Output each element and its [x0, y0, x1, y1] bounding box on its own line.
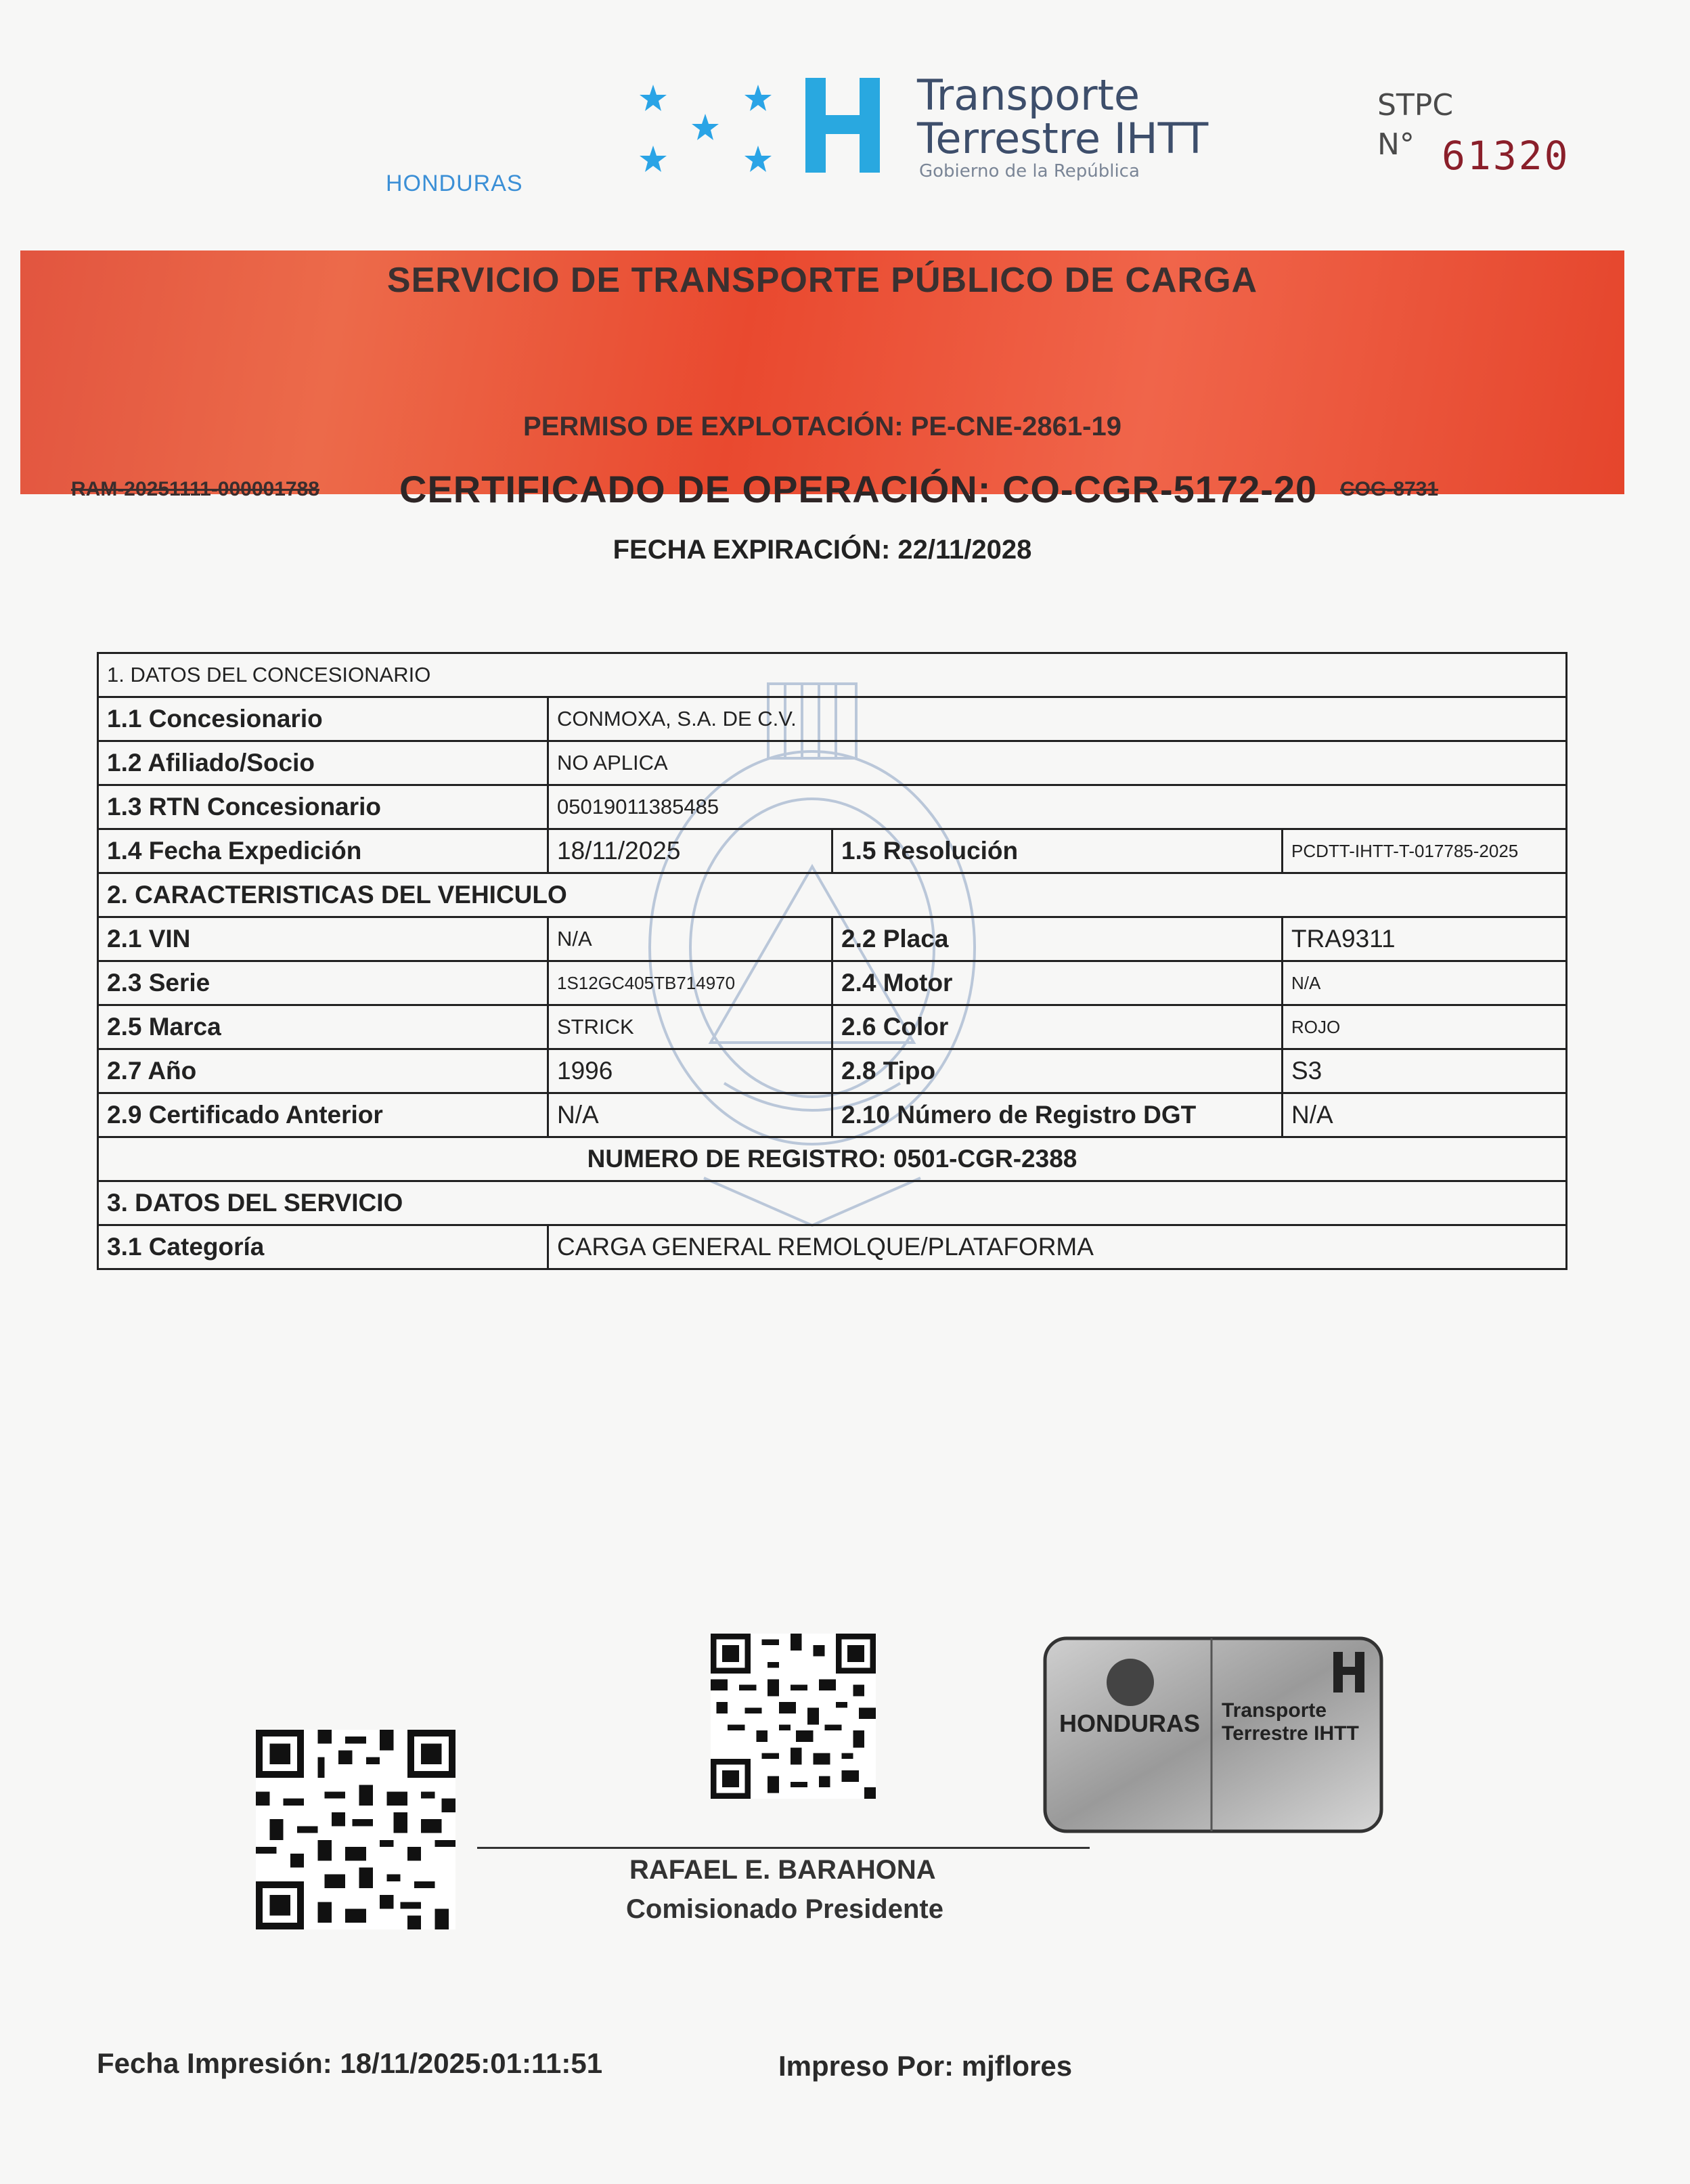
hologram-right-text: Transporte Terrestre IHTT [1222, 1699, 1359, 1745]
table-row [98, 1005, 1567, 1049]
hologram-left-text: HONDURAS [1059, 1709, 1201, 1737]
serie-label: 2.3 Serie [98, 961, 548, 1005]
registro-dgt-label: 2.10 Número de Registro DGT [832, 1093, 1283, 1137]
stpc-label: STPC [1377, 88, 1454, 123]
resolucion-label: 1.5 Resolución [832, 829, 1283, 873]
certificado-anterior-label: 2.9 Certificado Anterior [98, 1093, 548, 1137]
signatory-title: Comisionado Presidente [626, 1894, 943, 1924]
ram-code: RAM-20251111-000001788 [71, 478, 319, 500]
stars-icon [629, 74, 785, 183]
placa-label: 2.2 Placa [832, 917, 1283, 961]
table-row [98, 829, 1567, 873]
marca-label: 2.5 Marca [98, 1005, 548, 1049]
concesionario-label: 1.1 Concesionario [98, 697, 548, 741]
table-row [98, 785, 1567, 829]
brand-line-3: Gobierno de la República [919, 161, 1140, 181]
cog-code: COG-8731 [1340, 478, 1439, 500]
afiliado-label: 1.2 Afiliado/Socio [98, 741, 548, 785]
serial-number: 61320 [1442, 133, 1570, 179]
signatory-name: RAFAEL E. BARAHONA [629, 1855, 936, 1885]
brand-line-1: Transporte [917, 70, 1140, 120]
section-1-header: 1. DATOS DEL CONCESIONARIO [98, 653, 1567, 697]
ihtt-h-logo-icon [805, 78, 880, 173]
numero-registro: NUMERO DE REGISTRO: 0501-CGR-2388 [98, 1137, 1567, 1181]
afiliado-value: NO APLICA [548, 741, 1567, 785]
vin-label: 2.1 VIN [98, 917, 548, 961]
certificado-operacion: CERTIFICADO DE OPERACIÓN: CO-CGR-5172-20 [399, 468, 1318, 510]
table-row [98, 917, 1567, 961]
anio-value: 1996 [548, 1049, 832, 1093]
table-row [98, 873, 1567, 917]
signature-line [477, 1847, 1090, 1849]
section-2-header: 2. CARACTERISTICAS DEL VEHICULO [98, 873, 1567, 917]
color-value: ROJO [1283, 1005, 1567, 1049]
hologram-sticker [1042, 1625, 1384, 1835]
number-label: N° [1377, 127, 1415, 162]
table-row [98, 1181, 1567, 1225]
impreso-por: Impreso Por: mjflores [778, 2050, 1073, 2082]
motor-label: 2.4 Motor [832, 961, 1283, 1005]
fecha-expedicion-value: 18/11/2025 [548, 829, 832, 873]
data-table [97, 652, 1567, 1270]
fecha-expiracion: FECHA EXPIRACIÓN: 22/11/2028 [613, 535, 1032, 565]
tipo-value: S3 [1283, 1049, 1567, 1093]
band-title: SERVICIO DE TRANSPORTE PÚBLICO DE CARGA [386, 261, 1258, 300]
table-row [98, 1093, 1567, 1137]
table-row [98, 697, 1567, 741]
categoria-label: 3.1 Categoría [98, 1225, 548, 1269]
placa-value: TRA9311 [1283, 917, 1567, 961]
permiso-explotacion: PERMISO DE EXPLOTACIÓN: PE-CNE-2861-19 [523, 412, 1121, 441]
serie-value: 1S12GC405TB714970 [548, 961, 832, 1005]
table-row [98, 741, 1567, 785]
table-row [98, 1137, 1567, 1181]
honduras-label: HONDURAS [386, 171, 523, 196]
certificado-anterior-value: N/A [548, 1093, 832, 1137]
rtn-value: 05019011385485 [548, 785, 1567, 829]
brand-line-2: Terrestre IHTT [917, 114, 1209, 163]
section-3-header: 3. DATOS DEL SERVICIO [98, 1181, 1567, 1225]
table-row [98, 1225, 1567, 1269]
fecha-expedicion-label: 1.4 Fecha Expedición [98, 829, 548, 873]
vin-value: N/A [548, 917, 832, 961]
motor-value: N/A [1283, 961, 1567, 1005]
rtn-label: 1.3 RTN Concesionario [98, 785, 548, 829]
fecha-impresion: Fecha Impresión: 18/11/2025:01:11:51 [97, 2047, 603, 2079]
concesionario-value: CONMOXA, S.A. DE C.V. [548, 697, 1567, 741]
categoria-value: CARGA GENERAL REMOLQUE/PLATAFORMA [548, 1225, 1567, 1269]
color-label: 2.6 Color [832, 1005, 1283, 1049]
table-row [98, 961, 1567, 1005]
qr-code-icon [711, 1632, 876, 1801]
registro-dgt-value: N/A [1283, 1093, 1567, 1137]
marca-value: STRICK [548, 1005, 832, 1049]
table-row [98, 1049, 1567, 1093]
qr-code-icon [256, 1730, 455, 1929]
tipo-label: 2.8 Tipo [832, 1049, 1283, 1093]
anio-label: 2.7 Año [98, 1049, 548, 1093]
resolucion-value: PCDTT-IHTT-T-017785-2025 [1283, 829, 1567, 873]
table-row [98, 653, 1567, 697]
